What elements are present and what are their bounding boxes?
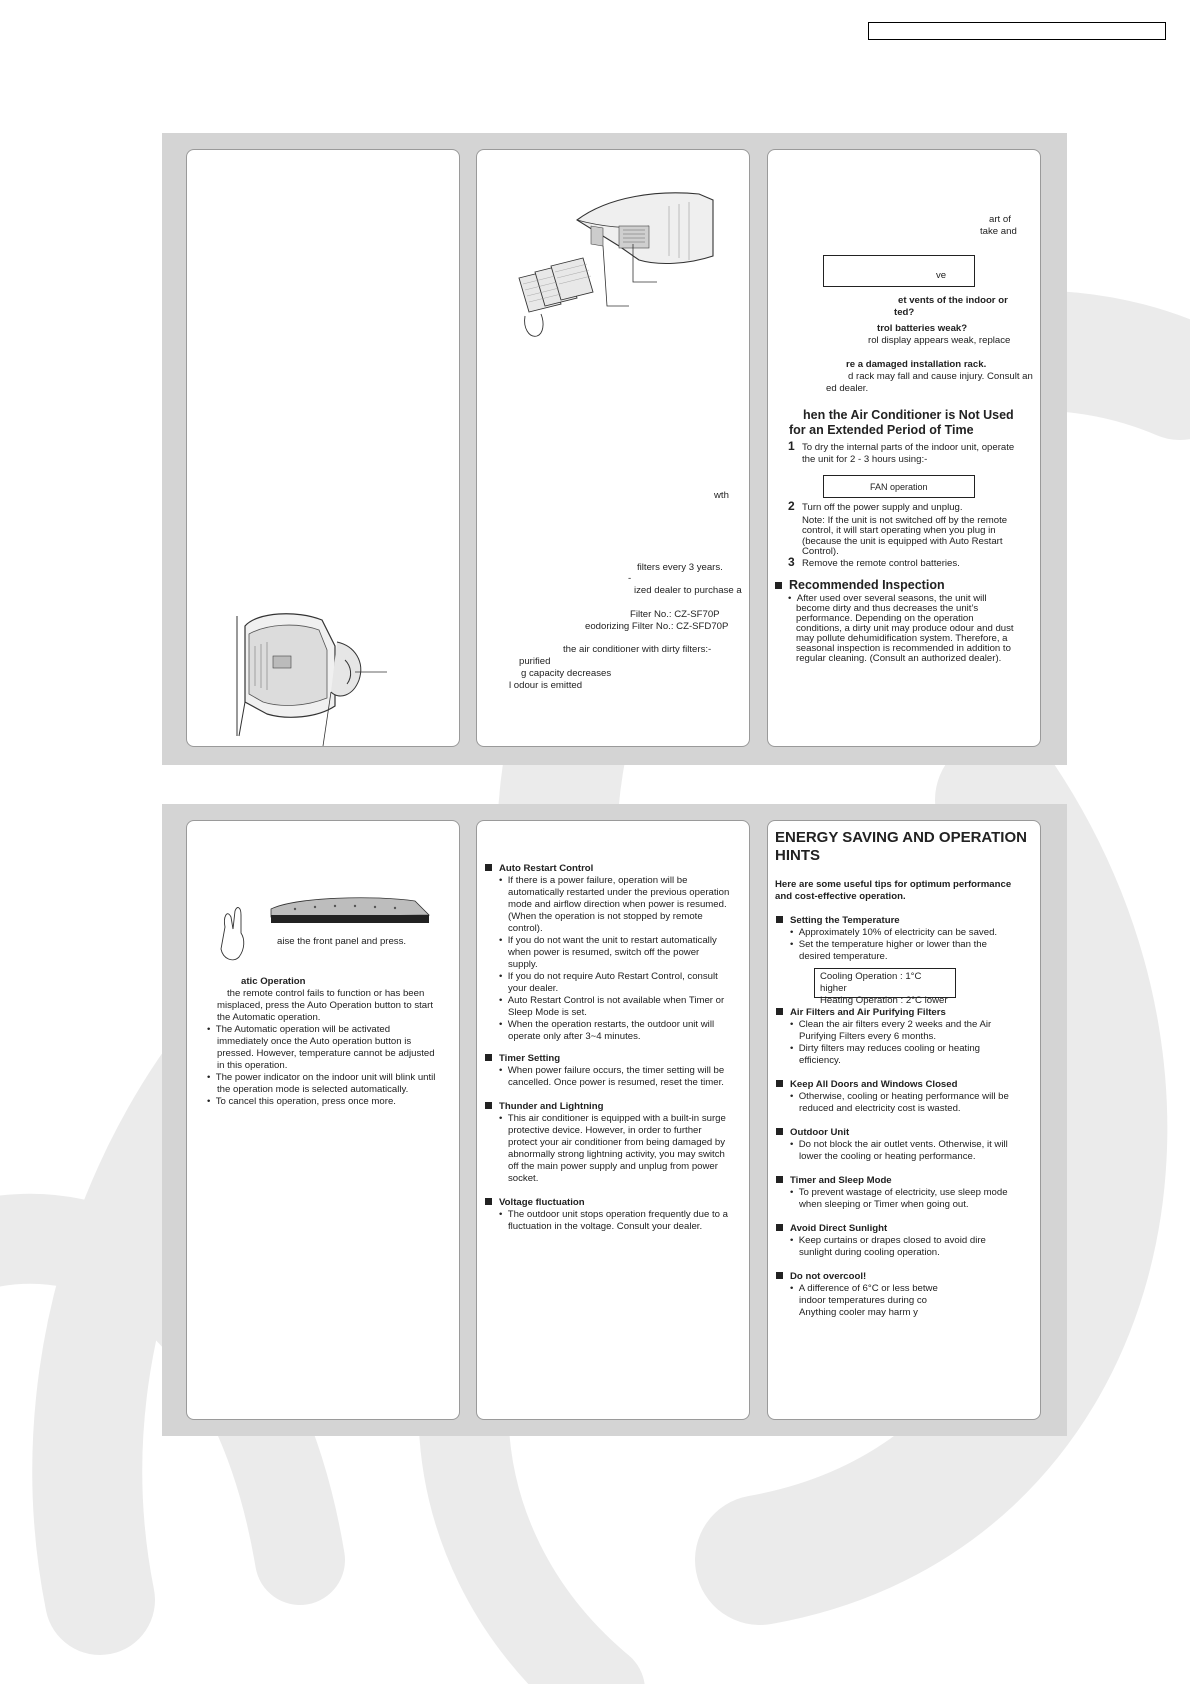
overcool-heading: [776, 1271, 866, 1283]
panel2-text-4: ized dealer to purchase a: [634, 585, 742, 596]
step-2-text-a: Turn off the power supply and unplug.: [802, 502, 963, 513]
p6-s2-l4: efficiency.: [799, 1055, 841, 1066]
panel2-text-7: the air conditioner with dirty filters:-: [563, 644, 712, 655]
auto-line-1: the remote control fails to function or has been: [227, 988, 425, 999]
panel3-text-2: take and: [980, 226, 1017, 237]
auto-restart-heading: [485, 863, 593, 875]
p5-s3-l4: abnormally strong lightning activity, you may switch: [508, 1149, 725, 1160]
p6-s2-l3-text: Dirty filters may reduces cooling or heating: [798, 1043, 980, 1054]
p6-s7-l1: • A difference of 6°C or less betwe: [790, 1283, 938, 1294]
step-1-text-a: To dry the internal parts of the indoor unit, operate: [802, 442, 1015, 453]
p5-s1-l9: • If you do not require Auto Restart Control, consult: [499, 971, 718, 982]
auto-operation-title: atic Operation: [241, 976, 306, 987]
p6-s1-l1-text: Approximately 10% of electricity can be saved.: [798, 927, 998, 938]
square-bullet-icon: [776, 1224, 783, 1231]
inspection-line-4: conditions, a dirty unit may produce odour and dust: [796, 623, 1014, 634]
auto-line-10-text: To cancel this operation, press once more.: [215, 1096, 396, 1107]
p6-s4-l1-text: Do not block the air outlet vents. Otherwise, it will: [798, 1139, 1008, 1150]
p6-s1-l2-text: Set the temperature higher or lower than the: [798, 939, 987, 950]
square-bullet-icon: [776, 1008, 783, 1015]
auto-restart-title: Auto Restart Control: [499, 863, 594, 874]
timer-setting-title: Timer Setting: [499, 1053, 561, 1064]
top-sheet: [162, 133, 1067, 765]
panel-6: [767, 820, 1041, 1420]
panel3-text-4: ted?: [894, 307, 915, 318]
auto-line-8-text: The power indicator on the indoor unit will blink until: [215, 1072, 436, 1083]
panel-4: [186, 820, 460, 1420]
inspection-line-2: become dirty and thus decreases the unit’s: [796, 603, 979, 614]
p6-s3-l1: • Otherwise, cooling or heating performance will be: [790, 1091, 1009, 1102]
p6-s1-l2: • Set the temperature higher or lower than the: [790, 939, 987, 950]
p5-s1-l1-text: If there is a power failure, operation will be: [507, 875, 688, 886]
step-2-text-e: Control).: [802, 546, 839, 557]
p5-s3-l5: off the main power supply and unplug from power: [508, 1161, 718, 1172]
panel-3: [767, 149, 1041, 747]
p6-s2-l3: • Dirty filters may reduces cooling or heating: [790, 1043, 980, 1054]
panel3-heading-2: for an Extended Period of Time: [789, 423, 974, 437]
panel2-text-2: filters every 3 years.: [637, 562, 723, 573]
step-2-text-c: control, it will start operating when you plug in: [802, 525, 996, 536]
p5-s1-l11: • Auto Restart Control is not available when Timer or: [499, 995, 725, 1006]
p6-s2-l1-text: Clean the air filters every 2 weeks and the Air: [798, 1019, 992, 1030]
panel-5: [476, 820, 750, 1420]
auto-line-5: immediately once the Auto operation button is: [217, 1036, 412, 1047]
p5-s1-l1: • If there is a power failure, operation will be: [499, 875, 688, 886]
panel2-text-9: g capacity decreases: [521, 668, 612, 679]
p5-s3-l3: protect your air conditioner from being damaged by: [508, 1137, 726, 1148]
panel3-heading-1: hen the Air Conditioner is Not Used: [803, 408, 1014, 422]
panel3-text-3: et vents of the indoor or: [898, 295, 1008, 306]
sunlight-title: Avoid Direct Sunlight: [790, 1223, 888, 1234]
p6-s2-l2: Purifying Filters every 6 months.: [799, 1031, 937, 1042]
p5-s1-l10: your dealer.: [508, 983, 559, 994]
panel3-text-5: trol batteries weak?: [877, 323, 968, 334]
auto-line-7: in this operation.: [217, 1060, 288, 1071]
auto-button-caption: aise the front panel and press.: [277, 936, 407, 947]
panel2-text-8: purified: [519, 656, 551, 667]
auto-button-illustration: [215, 887, 445, 967]
inspection-heading: [775, 578, 945, 593]
panel3-box-1: [823, 255, 975, 287]
square-bullet-icon: [776, 1080, 783, 1087]
fan-operation-box: [823, 475, 975, 498]
temp-heading: [776, 915, 900, 927]
panel3-box-1-text: ve: [936, 270, 947, 281]
inspection-line-3: performance. Depending on the operation: [796, 613, 974, 624]
voltage-heading: [485, 1197, 585, 1209]
step-1-text-b: the unit for 2 - 3 hours using:-: [802, 454, 928, 465]
timer-sleep-heading: [776, 1175, 892, 1187]
heating-offset: Heating Operation : 2°C lower: [820, 995, 948, 1006]
intro-line-2: and cost-effective operation.: [775, 891, 906, 902]
square-bullet-icon: [485, 864, 492, 871]
p5-s3-l1: • This air conditioner is equipped with a built-in surge: [499, 1113, 726, 1124]
panel3-text-9: ed dealer.: [826, 383, 869, 394]
step-3-number: 3: [788, 555, 795, 569]
p5-s2-l2: cancelled. Once power is resumed, reset the timer.: [508, 1077, 724, 1088]
doors-heading: [776, 1079, 957, 1091]
cooling-offset: Cooling Operation : 1°C higher: [820, 971, 922, 994]
panel3-text-6: rol display appears weak, replace: [868, 335, 1011, 346]
sunlight-heading: [776, 1223, 887, 1235]
inspection-line-1-text: After used over several seasons, the unit will: [796, 593, 987, 604]
square-bullet-icon: [485, 1198, 492, 1205]
energy-saving-title-line-1: ENERGY SAVING AND OPERATION: [775, 829, 1027, 846]
p6-s1-l1: • Approximately 10% of electricity can be saved.: [790, 927, 998, 938]
p5-s1-l4: (When the operation is not stopped by remote: [508, 911, 703, 922]
p6-s4-l1: • Do not block the air outlet vents. Otherwise, it will: [790, 1139, 1008, 1150]
p5-s1-l2: automatically restarted under the previous operation: [508, 887, 730, 898]
step-3-text: Remove the remote control batteries.: [802, 558, 960, 569]
p6-s4-l2: lower the cooling or heating performance.: [799, 1151, 976, 1162]
p5-s1-l6: • If you do not want the unit to restart automatically: [499, 935, 717, 946]
auto-line-3: the Automatic operation.: [217, 1012, 321, 1023]
thunder-heading: [485, 1101, 603, 1113]
inspection-line-5: may pollute dehumidification system. Therefore, a: [796, 633, 1008, 644]
step-2-text-b: Note: If the unit is not switched off by the remote: [802, 515, 1008, 526]
p5-s1-l12: Sleep Mode is set.: [508, 1007, 587, 1018]
bottom-sheet: [162, 804, 1067, 1436]
temp-title: Setting the Temperature: [790, 915, 900, 926]
auto-line-8: • The power indicator on the indoor unit will blink until: [207, 1072, 436, 1083]
p6-s6-l1: • Keep curtains or drapes closed to avoid dire: [790, 1235, 986, 1246]
square-bullet-icon: [775, 582, 782, 589]
panel3-text-8: d rack may fall and cause injury. Consult an: [848, 371, 1033, 382]
panel3-text-1: art of: [989, 214, 1011, 225]
auto-line-2: misplaced, press the Auto Operation button to start: [217, 1000, 433, 1011]
panel2-text-1: wth: [714, 490, 729, 501]
p5-s3-l2: protective device. However, in order to further: [508, 1125, 702, 1136]
p5-s1-l13: • When the operation restarts, the outdoor unit will: [499, 1019, 715, 1030]
step-2-number: 2: [788, 499, 795, 513]
inspection-line-1: • After used over several seasons, the unit will: [788, 593, 987, 604]
step-1-number: 1: [788, 439, 795, 453]
square-bullet-icon: [485, 1054, 492, 1061]
p5-s1-l6-text: If you do not want the unit to restart automatically: [507, 935, 717, 946]
inspection-title: Recommended Inspection: [789, 578, 945, 592]
p5-s4-l1: • The outdoor unit stops operation frequently due to a: [499, 1209, 728, 1220]
energy-saving-title-line-2: HINTS: [775, 847, 820, 864]
p5-s4-l2: fluctuation in the voltage. Consult your dealer.: [508, 1221, 703, 1232]
square-bullet-icon: [776, 1176, 783, 1183]
panel2-text-10: l odour is emitted: [509, 680, 583, 691]
square-bullet-icon: [776, 1128, 783, 1135]
panel2-text-5: Filter No.: CZ-SF70P: [630, 609, 720, 620]
auto-line-4-text: The Automatic operation will be activated: [215, 1024, 391, 1035]
p5-s1-l5: control).: [508, 923, 543, 934]
p6-s6-l1-text: Keep curtains or drapes closed to avoid dire: [798, 1235, 986, 1246]
doors-title: Keep All Doors and Windows Closed: [790, 1079, 958, 1090]
panel2-text-3: -: [628, 573, 632, 584]
p5-s1-l9-text: If you do not require Auto Restart Control, consult: [507, 971, 718, 982]
square-bullet-icon: [776, 1272, 783, 1279]
voltage-title: Voltage fluctuation: [499, 1197, 585, 1208]
auto-line-10: • To cancel this operation, press once more.: [207, 1096, 396, 1107]
filters-title: Air Filters and Air Purifying Filters: [790, 1007, 946, 1018]
p6-s6-l2: sunlight during cooling operation.: [799, 1247, 940, 1258]
p5-s1-l8: supply.: [508, 959, 538, 970]
panel-1: [186, 149, 460, 747]
auto-line-4: • The Automatic operation will be activated: [207, 1024, 391, 1035]
intro-line-1: Here are some useful tips for optimum performance: [775, 879, 1012, 890]
timer-sleep-title: Timer and Sleep Mode: [790, 1175, 892, 1186]
thunder-title: Thunder and Lightning: [499, 1101, 604, 1112]
p5-s1-l14: operate only after 3~4 minutes.: [508, 1031, 641, 1042]
p6-s7-l2: indoor temperatures during co: [799, 1295, 927, 1306]
header-box: [868, 22, 1166, 40]
p6-s2-l1: • Clean the air filters every 2 weeks and the Air: [790, 1019, 992, 1030]
filter-removal-illustration: [499, 186, 729, 346]
panel2-text-6: eodorizing Filter No.: CZ-SFD70P: [585, 621, 729, 632]
p5-s1-l7: when power is resumed, switch off the power: [508, 947, 700, 958]
p5-s3-l6: socket.: [508, 1173, 539, 1184]
temperature-offset-box: [814, 968, 956, 1006]
fan-operation-label: FAN operation: [870, 482, 928, 492]
p5-s4-l1-text: The outdoor unit stops operation frequently due to a: [507, 1209, 728, 1220]
p6-s5-l1: • To prevent wastage of electricity, use sleep mode: [790, 1187, 1008, 1198]
inspection-line-7: regular cleaning. (Consult an authorized dealer).: [796, 653, 1002, 664]
indoor-unit-side-illustration: [227, 606, 387, 746]
p6-s1-l3: desired temperature.: [799, 951, 888, 962]
panel-2: [476, 149, 750, 747]
p5-s1-l11-text: Auto Restart Control is not available when Timer or: [507, 995, 725, 1006]
outdoor-heading: [776, 1127, 849, 1139]
timer-setting-heading: [485, 1053, 560, 1065]
overcool-title: Do not overcool!: [790, 1271, 867, 1282]
p6-s3-l2: reduced and electricity cost is wasted.: [799, 1103, 961, 1114]
p5-s3-l1-text: This air conditioner is equipped with a built-in surge: [507, 1113, 726, 1124]
p5-s2-l1-text: When power failure occurs, the timer setting will be: [507, 1065, 725, 1076]
p5-s2-l1: • When power failure occurs, the timer setting will be: [499, 1065, 725, 1076]
auto-line-9: the operation mode is selected automatically.: [217, 1084, 409, 1095]
p6-s5-l1-text: To prevent wastage of electricity, use sleep mode: [798, 1187, 1008, 1198]
square-bullet-icon: [776, 916, 783, 923]
auto-line-6: pressed. However, temperature cannot be adjusted: [217, 1048, 435, 1059]
panel3-text-7: re a damaged installation rack.: [846, 359, 987, 370]
p6-s3-l1-text: Otherwise, cooling or heating performance will be: [798, 1091, 1009, 1102]
p6-s7-l3: Anything cooler may harm y: [799, 1307, 918, 1318]
p5-s1-l3: mode and airflow direction when power is resumed.: [508, 899, 727, 910]
p6-s5-l2: when sleeping or Timer when going out.: [799, 1199, 969, 1210]
filters-heading: [776, 1007, 946, 1019]
p6-s7-l1-text: A difference of 6°C or less betwe: [798, 1283, 938, 1294]
outdoor-title: Outdoor Unit: [790, 1127, 850, 1138]
p5-s1-l13-text: When the operation restarts, the outdoor unit will: [507, 1019, 715, 1030]
square-bullet-icon: [485, 1102, 492, 1109]
step-2-text-d: (because the unit is equipped with Auto Restart: [802, 536, 1003, 547]
inspection-line-6: seasonal inspection is recommended in addition to: [796, 643, 1011, 654]
